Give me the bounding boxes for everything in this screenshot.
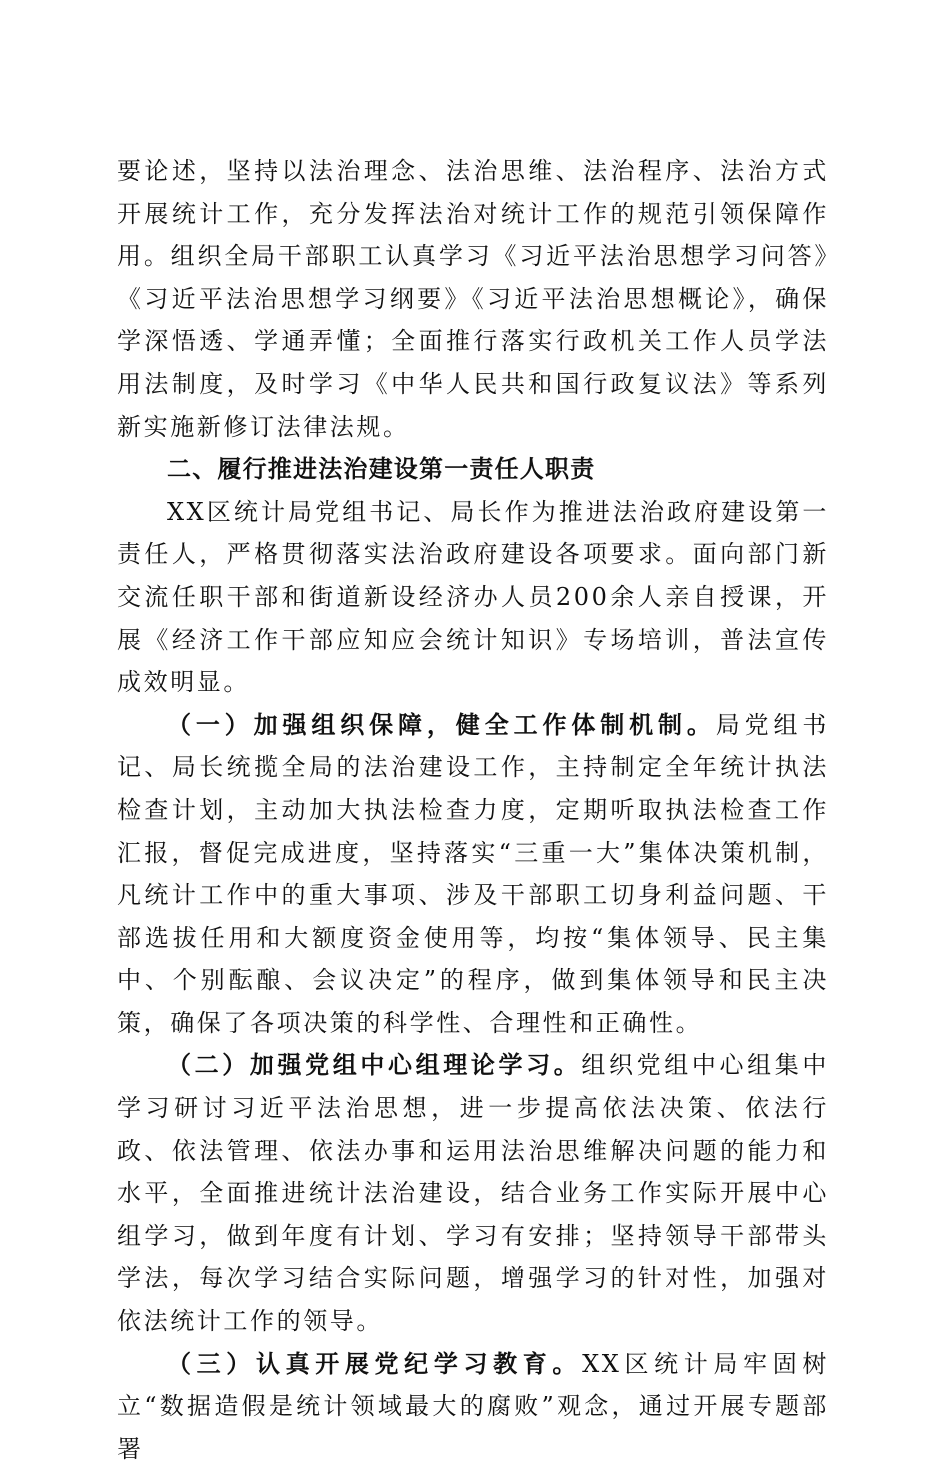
document-page	[117, 150, 829, 1470]
item-2-lead: （二）加强党组中心组理论学习。	[167, 1050, 582, 1080]
paragraph-intro: 要论述，坚持以法治理念、法治思维、法治程序、法治方式开展统计工作，充分发挥法治对统计工作的规范引领保障作用。组织全局干部职工认真学习《习近平法治思想学习问答》《习近平法治思想学习纲要》《习近平法治思想概论》，确保学深悟透、学通弄懂；全面推行落实行政机关工作人员学法用法制度，及时学习《中华人民共和国行政复议法》等系列新实施新修订法律法规。	[117, 157, 829, 441]
paragraph-item-2	[117, 1044, 829, 1342]
item-3-lead: （三）认真开展党纪学习教育。	[167, 1348, 583, 1378]
section-heading: 二、履行推进法治建设第一责任人职责	[167, 454, 596, 484]
paragraph-item-1	[117, 704, 829, 1045]
paragraph-responsibility: XX区统计局党组书记、局长作为推进法治政府建设第一责任人，严格贯彻落实法治政府建设各项要求。面向部门新交流任职干部和街道新设经济办人员200余人亲自授课，开展《经济工作干部应知应会统计知识》专场培训，普法宣传成效明显。	[117, 497, 829, 697]
item-3-body: XX区统计局牢固树立“数据造假是统计领域最大的腐败”观念，通过开展专题部署	[117, 1349, 829, 1463]
item-1-body: 局党组书记、局长统揽全局的法治建设工作，主持制定全年统计执法检查计划，主动加大执法检查力度，定期听取执法检查工作汇报，督促完成进度，坚持落实“三重一大”集体决策机制，凡统计工作中的重大事项、涉及干部职工切身利益问题、干部选拔任用和大额度资金使用等，均按“集体领导、民主集中、个别酝酿、会议决定”的程序，做到集体领导和民主决策，确保了各项决策的科学性、合理性和正确性。	[117, 710, 829, 1037]
item-2-body: 组织党组中心组集中学习研讨习近平法治思想，进一步提高依法决策、依法行政、依法管理、依法办事和运用法治思维解决问题的能力和水平，全面推进统计法治建设，结合业务工作实际开展中心组学习，做到年度有计划、学习有安排；坚持领导干部带头学法，每次学习结合实际问题，增强学习的针对性，加强对依法统计工作的领导。	[117, 1051, 829, 1336]
item-1-lead: （一）加强组织保障，健全工作体制机制。	[167, 709, 716, 739]
paragraph-item-3	[117, 1343, 829, 1470]
